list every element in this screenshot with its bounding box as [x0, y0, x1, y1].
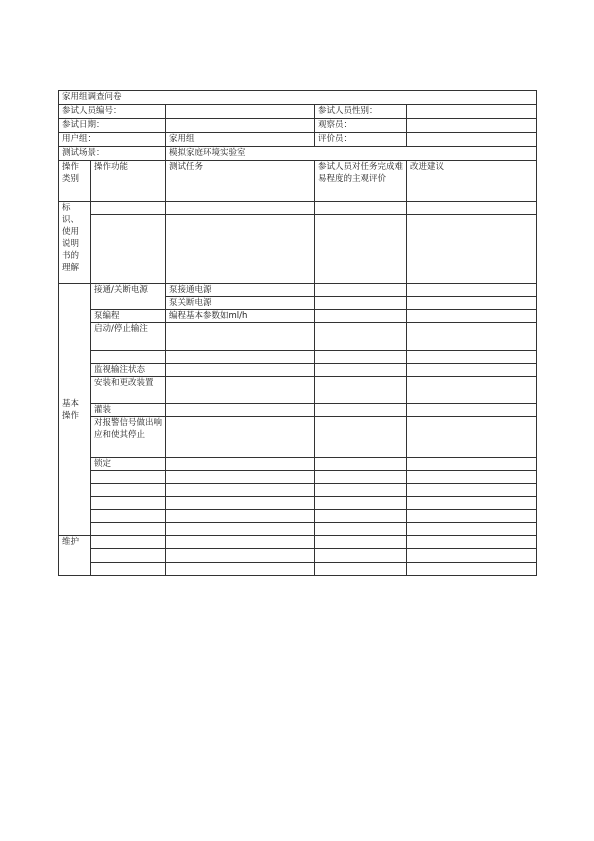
- user-group-value: 家用组: [166, 133, 315, 147]
- basic-difficulty-cell[interactable]: [315, 484, 407, 497]
- basic-task-cell: [166, 377, 315, 404]
- basic-task-cell: [166, 417, 315, 458]
- test-date-field[interactable]: [166, 119, 315, 133]
- maintenance-difficulty-cell[interactable]: [315, 563, 407, 576]
- basic-function-cell: 安装和更改装置: [91, 377, 166, 404]
- maintenance-suggestion-cell[interactable]: [407, 536, 537, 549]
- participant-gender-field[interactable]: [407, 105, 537, 119]
- participant-gender-label: 参试人员性别：: [315, 105, 407, 119]
- identify-function-cell[interactable]: [91, 202, 166, 215]
- maintenance-difficulty-cell[interactable]: [315, 536, 407, 549]
- basic-task-cell[interactable]: [166, 484, 315, 497]
- basic-difficulty-cell[interactable]: [315, 417, 407, 458]
- basic-suggestion-cell[interactable]: [407, 404, 537, 417]
- basic-function-cell: 监视输注状态: [91, 364, 166, 377]
- basic-function-cell: 接通/关断电源: [91, 284, 166, 310]
- basic-function-cell: [91, 351, 166, 364]
- basic-difficulty-cell[interactable]: [315, 404, 407, 417]
- basic-difficulty-cell[interactable]: [315, 471, 407, 484]
- header-function: 操作功能: [91, 161, 166, 202]
- basic-suggestion-cell[interactable]: [407, 484, 537, 497]
- questionnaire-table: [58, 90, 537, 576]
- basic-suggestion-cell[interactable]: [407, 351, 537, 364]
- basic-task-cell: 泵接通电源: [166, 284, 315, 297]
- maintenance-function-cell[interactable]: [91, 536, 166, 549]
- basic-difficulty-cell[interactable]: [315, 497, 407, 510]
- maintenance-task-cell[interactable]: [166, 563, 315, 576]
- basic-task-cell: [166, 364, 315, 377]
- basic-suggestion-cell[interactable]: [407, 297, 537, 310]
- observer-label: 观察员：: [315, 119, 407, 133]
- section-basic: 基本操作: [59, 284, 91, 536]
- basic-suggestion-cell[interactable]: [407, 497, 537, 510]
- basic-task-cell[interactable]: [166, 510, 315, 523]
- basic-suggestion-cell[interactable]: [407, 417, 537, 458]
- scenario-value: 模拟家庭环境实验室: [166, 147, 537, 161]
- identify-suggestion-cell[interactable]: [407, 202, 537, 215]
- basic-difficulty-cell[interactable]: [315, 510, 407, 523]
- basic-suggestion-cell[interactable]: [407, 323, 537, 351]
- basic-task-cell: [166, 323, 315, 351]
- observer-field[interactable]: [407, 119, 537, 133]
- basic-function-cell: 锁定: [91, 458, 166, 471]
- basic-function-cell[interactable]: [91, 497, 166, 510]
- basic-suggestion-cell[interactable]: [407, 471, 537, 484]
- user-group-label: 用户组：: [59, 133, 166, 147]
- basic-task-cell[interactable]: [166, 471, 315, 484]
- header-difficulty: 参试人员对任务完成难易程度的主观评价: [315, 161, 407, 202]
- basic-suggestion-cell[interactable]: [407, 364, 537, 377]
- basic-difficulty-cell[interactable]: [315, 523, 407, 536]
- basic-suggestion-cell[interactable]: [407, 523, 537, 536]
- evaluator-label: 评价员：: [315, 133, 407, 147]
- basic-function-cell: 启动/停止输注: [91, 323, 166, 351]
- identify-difficulty-cell[interactable]: [315, 215, 407, 284]
- basic-function-cell[interactable]: [91, 484, 166, 497]
- header-category: 操作类别: [59, 161, 91, 202]
- basic-task-cell: [166, 458, 315, 471]
- basic-task-cell: 编程基本参数如ml/h: [166, 310, 315, 323]
- maintenance-suggestion-cell[interactable]: [407, 563, 537, 576]
- scenario-label: 测试场景：: [59, 147, 166, 161]
- basic-suggestion-cell[interactable]: [407, 377, 537, 404]
- maintenance-task-cell[interactable]: [166, 536, 315, 549]
- basic-suggestion-cell[interactable]: [407, 284, 537, 297]
- basic-task-cell: 泵关断电源: [166, 297, 315, 310]
- basic-task-cell[interactable]: [166, 497, 315, 510]
- header-suggestion: 改进建议: [407, 161, 537, 202]
- maintenance-suggestion-cell[interactable]: [407, 549, 537, 563]
- identify-task-cell[interactable]: [166, 202, 315, 215]
- basic-task-cell: [166, 404, 315, 417]
- maintenance-difficulty-cell[interactable]: [315, 549, 407, 563]
- basic-suggestion-cell[interactable]: [407, 510, 537, 523]
- basic-function-cell: 灌装: [91, 404, 166, 417]
- basic-function-cell[interactable]: [91, 523, 166, 536]
- identify-task-cell[interactable]: [166, 215, 315, 284]
- basic-suggestion-cell[interactable]: [407, 458, 537, 471]
- test-date-label: 参试日期：: [59, 119, 166, 133]
- basic-function-cell: 对报警信号做出响应和使其停止: [91, 417, 166, 458]
- maintenance-task-cell[interactable]: [166, 549, 315, 563]
- basic-difficulty-cell[interactable]: [315, 458, 407, 471]
- identify-difficulty-cell[interactable]: [315, 202, 407, 215]
- basic-difficulty-cell[interactable]: [315, 310, 407, 323]
- basic-difficulty-cell[interactable]: [315, 323, 407, 351]
- section-maintenance: 维护: [59, 536, 91, 576]
- basic-difficulty-cell[interactable]: [315, 377, 407, 404]
- basic-difficulty-cell[interactable]: [315, 351, 407, 364]
- basic-function-cell: 泵编程: [91, 310, 166, 323]
- basic-difficulty-cell[interactable]: [315, 364, 407, 377]
- basic-suggestion-cell[interactable]: [407, 310, 537, 323]
- basic-task-cell[interactable]: [166, 523, 315, 536]
- identify-function-cell[interactable]: [91, 215, 166, 284]
- section-identify: 标识、使用说明书的理解: [59, 202, 91, 284]
- basic-function-cell[interactable]: [91, 471, 166, 484]
- questionnaire-title: 家用组调查问卷: [59, 91, 537, 105]
- participant-id-field[interactable]: [166, 105, 315, 119]
- header-task: 测试任务: [166, 161, 315, 202]
- basic-task-cell: [166, 351, 315, 364]
- maintenance-function-cell[interactable]: [91, 563, 166, 576]
- basic-difficulty-cell[interactable]: [315, 284, 407, 297]
- identify-suggestion-cell[interactable]: [407, 215, 537, 284]
- basic-function-cell[interactable]: [91, 510, 166, 523]
- participant-id-label: 参试人员编号：: [59, 105, 166, 119]
- basic-difficulty-cell[interactable]: [315, 297, 407, 310]
- maintenance-function-cell[interactable]: [91, 549, 166, 563]
- evaluator-field[interactable]: [407, 133, 537, 147]
